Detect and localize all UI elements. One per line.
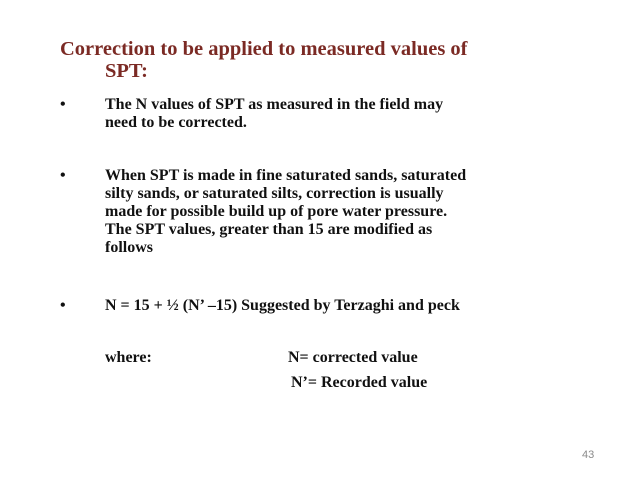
- where-label: where:: [105, 349, 152, 366]
- bullet-2-line-1: When SPT is made in fine saturated sands, saturated: [105, 167, 467, 184]
- title-line-1: Correction to be applied to measured values of: [60, 38, 468, 60]
- definition-recorded: N’= Recorded value: [291, 374, 428, 391]
- bullet-1-line-1: The N values of SPT as measured in the field may: [105, 96, 444, 113]
- bullet-marker: •: [60, 167, 66, 184]
- definition-corrected: N= corrected value: [288, 349, 418, 366]
- bullet-1-line-2: need to be corrected.: [105, 114, 247, 131]
- bullet-2-line-2: silty sands, or saturated silts, correction is usually: [105, 185, 444, 202]
- bullet-2-line-3: made for possible build up of pore water pressure.: [105, 203, 448, 220]
- slide-title: [60, 38, 600, 82]
- bullet-marker: •: [60, 297, 66, 314]
- page-number: 43: [582, 449, 595, 461]
- bullet-3-line-1: N = 15 + ½ (N’ –15) Suggested by Terzaghi and peck: [105, 297, 460, 314]
- bullet-marker: •: [60, 96, 66, 113]
- bullet-2-line-5: follows: [105, 239, 153, 256]
- title-line-2: SPT:: [105, 60, 148, 82]
- bullet-2-line-4: The SPT values, greater than 15 are modified as: [105, 221, 433, 238]
